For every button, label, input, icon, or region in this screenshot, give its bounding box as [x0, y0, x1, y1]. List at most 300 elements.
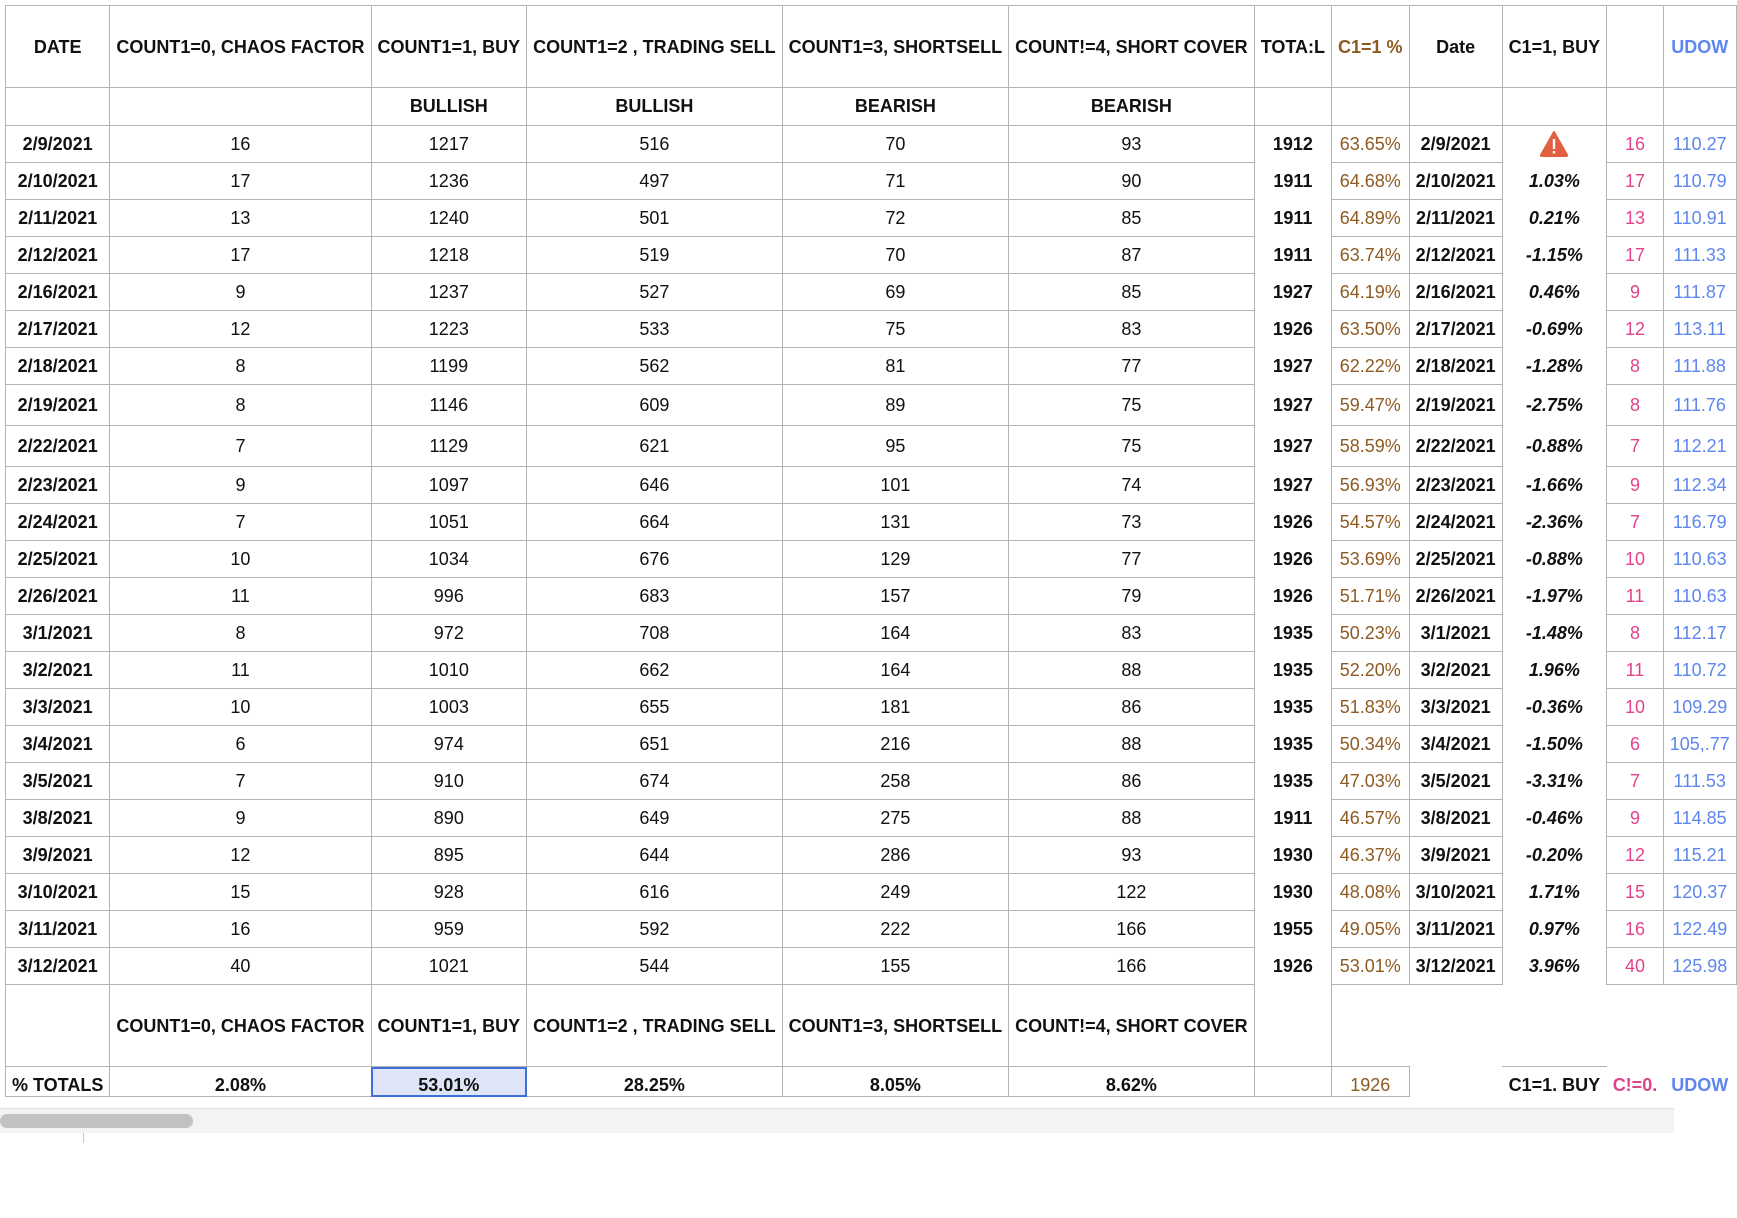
row-count0[interactable]: 10 — [110, 689, 371, 726]
header-udow[interactable]: UDOW — [1663, 6, 1736, 88]
row-total[interactable]: 1935 — [1254, 726, 1331, 763]
row-date[interactable]: 3/10/2021 — [6, 874, 110, 911]
row-count3[interactable]: 70 — [782, 126, 1009, 163]
row-count3[interactable]: 69 — [782, 274, 1009, 311]
row-c1-pct[interactable]: 53.01% — [1332, 948, 1410, 985]
row-total[interactable]: 1927 — [1254, 348, 1331, 385]
row-c1-pct[interactable]: 62.22% — [1332, 348, 1410, 385]
row-count3[interactable]: 258 — [782, 763, 1009, 800]
row-count0[interactable]: 9 — [110, 467, 371, 504]
row-date[interactable]: 2/10/2021 — [6, 163, 110, 200]
row-count2[interactable]: 674 — [527, 763, 783, 800]
row-count-value[interactable]: 8 — [1607, 385, 1664, 426]
row-count4[interactable]: 88 — [1009, 726, 1255, 763]
row-count2[interactable]: 609 — [527, 385, 783, 426]
row-c1-change[interactable]: -0.36% — [1502, 689, 1607, 726]
row-count4[interactable]: 85 — [1009, 274, 1255, 311]
row-c1-change[interactable]: -0.20% — [1502, 837, 1607, 874]
row-count1[interactable]: 1021 — [371, 948, 527, 985]
row-count-value[interactable]: 11 — [1607, 578, 1664, 615]
row-count0[interactable]: 12 — [110, 311, 371, 348]
horizontal-scrollbar[interactable] — [0, 1108, 1674, 1134]
row-count1[interactable]: 1129 — [371, 426, 527, 467]
row-count0[interactable]: 16 — [110, 911, 371, 948]
row-count3[interactable]: 89 — [782, 385, 1009, 426]
row-count1[interactable]: 974 — [371, 726, 527, 763]
header-count1[interactable]: COUNT1=1, BUY — [371, 6, 527, 88]
row-date[interactable]: 2/16/2021 — [6, 274, 110, 311]
row-count2[interactable]: 497 — [527, 163, 783, 200]
row-c1-change[interactable]: -1.15% — [1502, 237, 1607, 274]
row-c1-change[interactable]: -1.50% — [1502, 726, 1607, 763]
row-c1-pct[interactable]: 49.05% — [1332, 911, 1410, 948]
row-count1[interactable]: 890 — [371, 800, 527, 837]
totals-label[interactable]: % TOTALS — [6, 1067, 110, 1097]
totals-udow[interactable]: UDOW — [1671, 1074, 1729, 1095]
row-count1[interactable]: 959 — [371, 911, 527, 948]
row-count3[interactable]: 286 — [782, 837, 1009, 874]
row-c1-pct[interactable]: 50.34% — [1332, 726, 1410, 763]
row-count2[interactable]: 646 — [527, 467, 783, 504]
row-count4[interactable]: 83 — [1009, 615, 1255, 652]
row-total[interactable]: 1927 — [1254, 426, 1331, 467]
row-count-value[interactable]: 16 — [1607, 911, 1664, 948]
row-count-value[interactable]: 12 — [1607, 311, 1664, 348]
row-date2[interactable]: 3/12/2021 — [1409, 948, 1502, 985]
footer-empty[interactable] — [1663, 985, 1736, 1067]
row-c1-change[interactable]: -1.28% — [1502, 348, 1607, 385]
row-c1-pct[interactable]: 64.89% — [1332, 200, 1410, 237]
row-count0[interactable]: 8 — [110, 385, 371, 426]
header-count2[interactable]: COUNT1=2 , TRADING SELL — [527, 6, 783, 88]
row-count4[interactable]: 73 — [1009, 504, 1255, 541]
row-udow[interactable]: 110.91 — [1663, 200, 1736, 237]
row-count-value[interactable]: 13 — [1607, 200, 1664, 237]
row-c1-pct[interactable]: 63.65% — [1332, 126, 1410, 163]
row-count3[interactable]: 164 — [782, 652, 1009, 689]
row-c1-pct[interactable]: 64.19% — [1332, 274, 1410, 311]
row-count4[interactable]: 79 — [1009, 578, 1255, 615]
row-count2[interactable]: 664 — [527, 504, 783, 541]
sub-empty[interactable] — [1607, 88, 1664, 126]
row-date2[interactable]: 3/11/2021 — [1409, 911, 1502, 948]
header-date[interactable]: DATE — [6, 6, 110, 88]
row-count4[interactable]: 85 — [1009, 200, 1255, 237]
row-udow[interactable]: 111.87 — [1663, 274, 1736, 311]
row-udow[interactable]: 122.49 — [1663, 911, 1736, 948]
row-total[interactable]: 1927 — [1254, 385, 1331, 426]
row-count2[interactable]: 649 — [527, 800, 783, 837]
footer-empty[interactable] — [1502, 985, 1607, 1067]
row-count4[interactable]: 90 — [1009, 163, 1255, 200]
row-count-value[interactable]: 12 — [1607, 837, 1664, 874]
row-count-value[interactable]: 8 — [1607, 348, 1664, 385]
row-count2[interactable]: 544 — [527, 948, 783, 985]
row-c1-change[interactable]: 1.03% — [1502, 163, 1607, 200]
row-count3[interactable]: 249 — [782, 874, 1009, 911]
totals-count-col[interactable]: C!=0. — [1612, 1074, 1658, 1095]
totals-empty[interactable] — [1409, 1067, 1502, 1097]
row-c1-pct[interactable]: 56.93% — [1332, 467, 1410, 504]
row-c1-change[interactable]: 1.71% — [1502, 874, 1607, 911]
row-udow[interactable]: 112.21 — [1663, 426, 1736, 467]
header-total[interactable]: TOTA:L — [1254, 6, 1331, 88]
row-date2[interactable]: 3/1/2021 — [1409, 615, 1502, 652]
row-count-value[interactable]: 6 — [1607, 726, 1664, 763]
row-count-value[interactable]: 7 — [1607, 426, 1664, 467]
row-count3[interactable]: 216 — [782, 726, 1009, 763]
totals-c1-buy[interactable]: C1=1. BUY — [1502, 1067, 1607, 1097]
row-count-value[interactable]: 9 — [1607, 800, 1664, 837]
row-date[interactable]: 3/2/2021 — [6, 652, 110, 689]
row-date[interactable]: 3/12/2021 — [6, 948, 110, 985]
row-count4[interactable]: 166 — [1009, 948, 1255, 985]
row-c1-pct[interactable]: 48.08% — [1332, 874, 1410, 911]
row-date2[interactable]: 2/24/2021 — [1409, 504, 1502, 541]
row-date[interactable]: 2/11/2021 — [6, 200, 110, 237]
row-count4[interactable]: 88 — [1009, 800, 1255, 837]
sub-count4[interactable]: BEARISH — [1009, 88, 1255, 126]
row-count2[interactable]: 519 — [527, 237, 783, 274]
row-count1[interactable]: 1240 — [371, 200, 527, 237]
footer-header-count4[interactable]: COUNT!=4, SHORT COVER — [1009, 985, 1255, 1067]
row-date[interactable]: 3/8/2021 — [6, 800, 110, 837]
row-c1-pct[interactable]: 59.47% — [1332, 385, 1410, 426]
row-count2[interactable]: 662 — [527, 652, 783, 689]
row-count4[interactable]: 86 — [1009, 763, 1255, 800]
row-date2[interactable]: 3/3/2021 — [1409, 689, 1502, 726]
row-date[interactable]: 2/9/2021 — [6, 126, 110, 163]
row-date2[interactable]: 2/16/2021 — [1409, 274, 1502, 311]
row-count1[interactable]: 996 — [371, 578, 527, 615]
row-count-value[interactable]: 7 — [1607, 763, 1664, 800]
row-c1-pct[interactable]: 63.74% — [1332, 237, 1410, 274]
row-count3[interactable]: 131 — [782, 504, 1009, 541]
row-total[interactable]: 1955 — [1254, 911, 1331, 948]
row-total[interactable]: 1926 — [1254, 578, 1331, 615]
totals-count0[interactable]: 2.08% — [110, 1067, 371, 1097]
row-count0[interactable]: 17 — [110, 237, 371, 274]
row-c1-change[interactable]: 0.46% — [1502, 274, 1607, 311]
row-udow[interactable]: 110.63 — [1663, 578, 1736, 615]
row-c1-change[interactable]: -3.31% — [1502, 763, 1607, 800]
row-count4[interactable]: 86 — [1009, 689, 1255, 726]
row-udow[interactable]: 112.17 — [1663, 615, 1736, 652]
row-date2[interactable]: 2/10/2021 — [1409, 163, 1502, 200]
row-count0[interactable]: 11 — [110, 578, 371, 615]
row-c1-change[interactable]: -1.97% — [1502, 578, 1607, 615]
sub-empty[interactable] — [110, 88, 371, 126]
row-count-value[interactable]: 10 — [1607, 689, 1664, 726]
row-count0[interactable]: 11 — [110, 652, 371, 689]
row-date[interactable]: 2/18/2021 — [6, 348, 110, 385]
row-c1-pct[interactable]: 54.57% — [1332, 504, 1410, 541]
row-total[interactable]: 1935 — [1254, 763, 1331, 800]
row-count3[interactable]: 95 — [782, 426, 1009, 467]
totals-count2[interactable]: 28.25% — [527, 1067, 783, 1097]
row-c1-change[interactable]: -2.75% — [1502, 385, 1607, 426]
row-count3[interactable]: 157 — [782, 578, 1009, 615]
row-count0[interactable]: 15 — [110, 874, 371, 911]
row-count3[interactable]: 72 — [782, 200, 1009, 237]
row-count2[interactable]: 527 — [527, 274, 783, 311]
row-udow[interactable]: 112.34 — [1663, 467, 1736, 504]
row-udow[interactable]: 116.79 — [1663, 504, 1736, 541]
row-count-value[interactable]: 16 — [1607, 126, 1664, 163]
sub-count3[interactable]: BEARISH — [782, 88, 1009, 126]
row-count1[interactable]: 910 — [371, 763, 527, 800]
row-count2[interactable]: 683 — [527, 578, 783, 615]
row-date2[interactable]: 2/18/2021 — [1409, 348, 1502, 385]
row-total[interactable]: 1930 — [1254, 874, 1331, 911]
row-total[interactable]: 1926 — [1254, 948, 1331, 985]
row-c1-pct[interactable]: 51.83% — [1332, 689, 1410, 726]
row-date[interactable]: 3/9/2021 — [6, 837, 110, 874]
row-count1[interactable]: 1010 — [371, 652, 527, 689]
row-count-value[interactable]: 8 — [1607, 615, 1664, 652]
row-count0[interactable]: 7 — [110, 426, 371, 467]
row-date2[interactable]: 2/25/2021 — [1409, 541, 1502, 578]
row-count0[interactable]: 6 — [110, 726, 371, 763]
totals-count3[interactable]: 8.05% — [782, 1067, 1009, 1097]
row-date2[interactable]: 3/5/2021 — [1409, 763, 1502, 800]
row-c1-change[interactable]: -1.48% — [1502, 615, 1607, 652]
row-date2[interactable]: 3/8/2021 — [1409, 800, 1502, 837]
footer-empty[interactable] — [1332, 985, 1410, 1067]
row-count4[interactable]: 77 — [1009, 348, 1255, 385]
row-count0[interactable]: 9 — [110, 800, 371, 837]
row-date[interactable]: 3/5/2021 — [6, 763, 110, 800]
row-count4[interactable]: 75 — [1009, 385, 1255, 426]
row-date[interactable]: 2/19/2021 — [6, 385, 110, 426]
row-c1-pct[interactable]: 50.23% — [1332, 615, 1410, 652]
row-c1-change[interactable] — [1502, 126, 1607, 163]
row-count3[interactable]: 181 — [782, 689, 1009, 726]
row-date[interactable]: 2/25/2021 — [6, 541, 110, 578]
sub-empty[interactable] — [6, 88, 110, 126]
row-count0[interactable]: 13 — [110, 200, 371, 237]
row-c1-change[interactable]: -1.66% — [1502, 467, 1607, 504]
row-count2[interactable]: 516 — [527, 126, 783, 163]
footer-empty[interactable] — [1254, 985, 1331, 1067]
row-count3[interactable]: 101 — [782, 467, 1009, 504]
row-count1[interactable]: 1223 — [371, 311, 527, 348]
row-count4[interactable]: 75 — [1009, 426, 1255, 467]
row-count3[interactable]: 75 — [782, 311, 1009, 348]
row-c1-change[interactable]: -0.69% — [1502, 311, 1607, 348]
row-c1-pct[interactable]: 58.59% — [1332, 426, 1410, 467]
row-c1-change[interactable]: -0.88% — [1502, 541, 1607, 578]
row-count3[interactable]: 222 — [782, 911, 1009, 948]
row-date2[interactable]: 2/11/2021 — [1409, 200, 1502, 237]
header-count0[interactable]: COUNT1=0, CHAOS FACTOR — [110, 6, 371, 88]
row-count4[interactable]: 166 — [1009, 911, 1255, 948]
row-date2[interactable]: 3/2/2021 — [1409, 652, 1502, 689]
row-total[interactable]: 1935 — [1254, 689, 1331, 726]
row-count1[interactable]: 1236 — [371, 163, 527, 200]
row-c1-pct[interactable]: 46.57% — [1332, 800, 1410, 837]
row-date[interactable]: 2/23/2021 — [6, 467, 110, 504]
row-date2[interactable]: 2/9/2021 — [1409, 126, 1502, 163]
row-count-value[interactable]: 17 — [1607, 237, 1664, 274]
sub-empty[interactable] — [1254, 88, 1331, 126]
row-udow[interactable]: 110.27 — [1663, 126, 1736, 163]
row-udow[interactable]: 115.21 — [1663, 837, 1736, 874]
row-udow[interactable]: 110.72 — [1663, 652, 1736, 689]
row-udow[interactable]: 105,.77 — [1663, 726, 1736, 763]
row-date2[interactable]: 2/26/2021 — [1409, 578, 1502, 615]
footer-empty[interactable] — [6, 985, 110, 1067]
row-count1[interactable]: 1217 — [371, 126, 527, 163]
footer-header-count2[interactable]: COUNT1=2 , TRADING SELL — [527, 985, 783, 1067]
row-count4[interactable]: 93 — [1009, 126, 1255, 163]
row-count3[interactable]: 164 — [782, 615, 1009, 652]
totals-count4[interactable]: 8.62% — [1009, 1067, 1255, 1097]
sub-empty[interactable] — [1502, 88, 1607, 126]
row-udow[interactable]: 110.79 — [1663, 163, 1736, 200]
footer-header-count1[interactable]: COUNT1=1, BUY — [371, 985, 527, 1067]
row-count2[interactable]: 708 — [527, 615, 783, 652]
row-count2[interactable]: 592 — [527, 911, 783, 948]
row-date2[interactable]: 2/19/2021 — [1409, 385, 1502, 426]
row-udow[interactable]: 111.88 — [1663, 348, 1736, 385]
row-count1[interactable]: 1003 — [371, 689, 527, 726]
row-count3[interactable]: 70 — [782, 237, 1009, 274]
row-count0[interactable]: 7 — [110, 763, 371, 800]
row-count3[interactable]: 129 — [782, 541, 1009, 578]
row-count1[interactable]: 1199 — [371, 348, 527, 385]
row-count4[interactable]: 77 — [1009, 541, 1255, 578]
row-count2[interactable]: 651 — [527, 726, 783, 763]
row-udow[interactable]: 109.29 — [1663, 689, 1736, 726]
row-count0[interactable]: 10 — [110, 541, 371, 578]
row-c1-pct[interactable]: 51.71% — [1332, 578, 1410, 615]
row-count-value[interactable]: 9 — [1607, 274, 1664, 311]
row-count-value[interactable]: 40 — [1607, 948, 1664, 985]
row-total[interactable]: 1911 — [1254, 800, 1331, 837]
row-count0[interactable]: 16 — [110, 126, 371, 163]
row-udow[interactable]: 114.85 — [1663, 800, 1736, 837]
row-count1[interactable]: 1034 — [371, 541, 527, 578]
totals-pct-col[interactable]: 1926 — [1332, 1067, 1410, 1097]
row-udow[interactable]: 120.37 — [1663, 874, 1736, 911]
row-count-value[interactable]: 9 — [1607, 467, 1664, 504]
footer-header-count3[interactable]: COUNT1=3, SHORTSELL — [782, 985, 1009, 1067]
row-count4[interactable]: 93 — [1009, 837, 1255, 874]
row-count2[interactable]: 616 — [527, 874, 783, 911]
row-count1[interactable]: 972 — [371, 615, 527, 652]
row-date2[interactable]: 2/17/2021 — [1409, 311, 1502, 348]
row-date2[interactable]: 3/4/2021 — [1409, 726, 1502, 763]
row-count1[interactable]: 1097 — [371, 467, 527, 504]
sub-count1[interactable]: BULLISH — [371, 88, 527, 126]
row-total[interactable]: 1911 — [1254, 163, 1331, 200]
row-c1-change[interactable]: 0.21% — [1502, 200, 1607, 237]
row-date2[interactable]: 2/23/2021 — [1409, 467, 1502, 504]
row-date2[interactable]: 2/12/2021 — [1409, 237, 1502, 274]
row-count1[interactable]: 1237 — [371, 274, 527, 311]
row-c1-pct[interactable]: 53.69% — [1332, 541, 1410, 578]
row-c1-pct[interactable]: 47.03% — [1332, 763, 1410, 800]
header-c1-pct[interactable]: C1=1 % — [1332, 6, 1410, 88]
row-count-value[interactable]: 15 — [1607, 874, 1664, 911]
row-total[interactable]: 1926 — [1254, 504, 1331, 541]
row-count0[interactable]: 8 — [110, 615, 371, 652]
footer-empty[interactable] — [1607, 985, 1664, 1067]
row-count3[interactable]: 275 — [782, 800, 1009, 837]
row-count3[interactable]: 81 — [782, 348, 1009, 385]
row-total[interactable]: 1927 — [1254, 274, 1331, 311]
row-total[interactable]: 1926 — [1254, 311, 1331, 348]
totals-count1[interactable]: 53.01% — [371, 1067, 527, 1097]
row-count0[interactable]: 7 — [110, 504, 371, 541]
row-date2[interactable]: 2/22/2021 — [1409, 426, 1502, 467]
scrollbar-thumb[interactable] — [0, 1114, 193, 1128]
row-count0[interactable]: 40 — [110, 948, 371, 985]
row-udow[interactable]: 111.53 — [1663, 763, 1736, 800]
row-count4[interactable]: 88 — [1009, 652, 1255, 689]
row-c1-pct[interactable]: 46.37% — [1332, 837, 1410, 874]
row-date2[interactable]: 3/10/2021 — [1409, 874, 1502, 911]
row-c1-change[interactable]: 3.96% — [1502, 948, 1607, 985]
sub-empty[interactable] — [1409, 88, 1502, 126]
totals-empty[interactable] — [1254, 1067, 1331, 1097]
row-udow[interactable]: 125.98 — [1663, 948, 1736, 985]
row-count1[interactable]: 1146 — [371, 385, 527, 426]
row-count4[interactable]: 83 — [1009, 311, 1255, 348]
row-count2[interactable]: 562 — [527, 348, 783, 385]
row-total[interactable]: 1935 — [1254, 615, 1331, 652]
row-c1-change[interactable]: -2.36% — [1502, 504, 1607, 541]
row-total[interactable]: 1912 — [1254, 126, 1331, 163]
row-total[interactable]: 1911 — [1254, 237, 1331, 274]
row-date[interactable]: 2/12/2021 — [6, 237, 110, 274]
sub-empty[interactable] — [1663, 88, 1736, 126]
sub-count2[interactable]: BULLISH — [527, 88, 783, 126]
row-udow[interactable]: 113.11 — [1663, 311, 1736, 348]
row-date2[interactable]: 3/9/2021 — [1409, 837, 1502, 874]
header-c1-buy[interactable]: C1=1, BUY — [1502, 6, 1607, 88]
row-date[interactable]: 3/1/2021 — [6, 615, 110, 652]
footer-empty[interactable] — [1409, 985, 1502, 1067]
row-count-value[interactable]: 7 — [1607, 504, 1664, 541]
row-count2[interactable]: 644 — [527, 837, 783, 874]
row-count0[interactable]: 17 — [110, 163, 371, 200]
row-count-value[interactable]: 17 — [1607, 163, 1664, 200]
row-total[interactable]: 1935 — [1254, 652, 1331, 689]
header-count4[interactable]: COUNT!=4, SHORT COVER — [1009, 6, 1255, 88]
row-date[interactable]: 3/11/2021 — [6, 911, 110, 948]
row-count0[interactable]: 8 — [110, 348, 371, 385]
row-count3[interactable]: 155 — [782, 948, 1009, 985]
row-date[interactable]: 2/26/2021 — [6, 578, 110, 615]
row-date[interactable]: 2/24/2021 — [6, 504, 110, 541]
row-total[interactable]: 1927 — [1254, 467, 1331, 504]
row-count1[interactable]: 1218 — [371, 237, 527, 274]
row-c1-pct[interactable]: 63.50% — [1332, 311, 1410, 348]
row-count2[interactable]: 676 — [527, 541, 783, 578]
row-c1-change[interactable]: -0.88% — [1502, 426, 1607, 467]
header-date2[interactable]: Date — [1409, 6, 1502, 88]
row-date[interactable]: 3/3/2021 — [6, 689, 110, 726]
row-total[interactable]: 1930 — [1254, 837, 1331, 874]
row-count2[interactable]: 621 — [527, 426, 783, 467]
row-total[interactable]: 1926 — [1254, 541, 1331, 578]
row-c1-pct[interactable]: 52.20% — [1332, 652, 1410, 689]
row-c1-change[interactable]: 0.97% — [1502, 911, 1607, 948]
row-count1[interactable]: 928 — [371, 874, 527, 911]
warning-triangle-icon[interactable] — [1540, 131, 1568, 157]
